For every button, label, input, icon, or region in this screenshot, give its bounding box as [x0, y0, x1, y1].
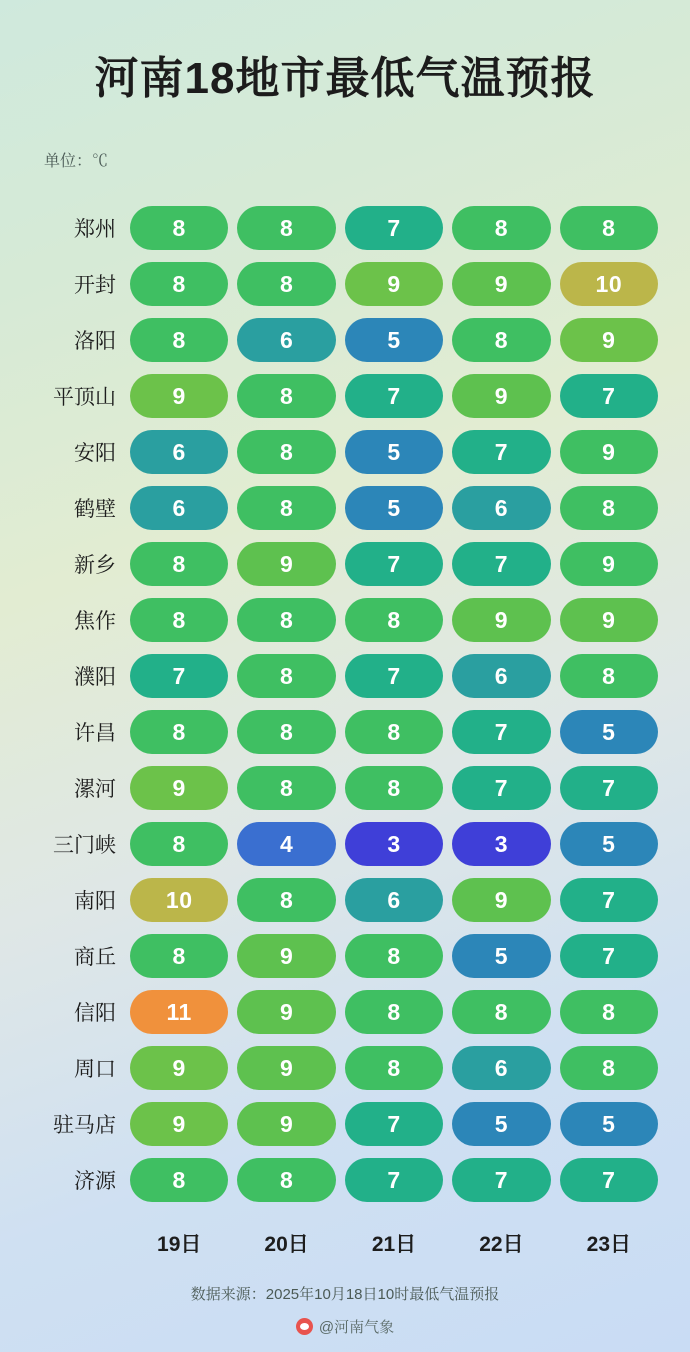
temperature-cell: 7	[560, 878, 658, 922]
temperature-cell: 9	[130, 374, 228, 418]
temperature-cell: 8	[237, 654, 335, 698]
temperature-cell: 8	[345, 1046, 443, 1090]
temperature-cells	[130, 374, 690, 418]
temperature-cell: 9	[130, 766, 228, 810]
temperature-cells	[130, 542, 690, 586]
temperature-cell: 10	[560, 262, 658, 306]
city-label: 郑州	[74, 218, 116, 241]
temperature-cell: 7	[345, 1102, 443, 1146]
temperature-cell: 9	[345, 262, 443, 306]
temperature-cell: 7	[345, 374, 443, 418]
temperature-cell: 5	[560, 1102, 658, 1146]
table-row	[0, 256, 690, 312]
temperature-cells	[130, 262, 690, 306]
city-label: 鹤壁	[74, 498, 116, 521]
table-row	[0, 592, 690, 648]
date-axis	[0, 1228, 690, 1258]
temperature-cell: 8	[560, 1046, 658, 1090]
city-label: 信阳	[74, 1002, 116, 1025]
date-label: 22日	[479, 1233, 524, 1256]
temperature-cell: 9	[452, 374, 550, 418]
temperature-cell: 7	[345, 1158, 443, 1202]
temperature-cell: 6	[452, 1046, 550, 1090]
table-row	[0, 424, 690, 480]
temperature-cell: 8	[130, 318, 228, 362]
temperature-cell: 8	[130, 598, 228, 642]
temperature-cell: 7	[345, 542, 443, 586]
temperature-cell: 8	[452, 990, 550, 1034]
temperature-cell: 9	[237, 990, 335, 1034]
temperature-cell: 9	[452, 598, 550, 642]
date-labels	[130, 1228, 690, 1258]
temperature-cell: 7	[560, 374, 658, 418]
temperature-cell: 5	[560, 822, 658, 866]
temperature-cell: 8	[452, 206, 550, 250]
table-row	[0, 928, 690, 984]
temperature-cells	[130, 486, 690, 530]
temperature-cell: 8	[560, 654, 658, 698]
brand-name: @河南气象	[318, 1319, 395, 1336]
temperature-cell: 9	[130, 1102, 228, 1146]
temperature-cell: 3	[452, 822, 550, 866]
temperature-cell: 9	[452, 878, 550, 922]
temperature-cell: 9	[452, 262, 550, 306]
temperature-cell: 7	[560, 934, 658, 978]
city-label: 漯河	[74, 778, 116, 801]
temperature-cell: 8	[560, 990, 658, 1034]
temperature-cell: 8	[345, 766, 443, 810]
temperature-cell: 9	[560, 318, 658, 362]
date-label: 23日	[586, 1233, 631, 1256]
temperature-cell: 9	[237, 934, 335, 978]
temperature-cell: 8	[237, 262, 335, 306]
temperature-cell: 8	[345, 710, 443, 754]
city-label: 许昌	[74, 722, 116, 745]
temperature-cell: 7	[560, 766, 658, 810]
temperature-cell: 6	[452, 654, 550, 698]
table-row	[0, 984, 690, 1040]
temperature-cell: 8	[560, 486, 658, 530]
temperature-cell: 8	[130, 262, 228, 306]
city-label: 濮阳	[74, 666, 116, 689]
date-label: 20日	[264, 1233, 309, 1256]
temperature-cell: 7	[345, 206, 443, 250]
temperature-cells	[130, 1046, 690, 1090]
temperature-cell: 5	[452, 934, 550, 978]
temperature-cells	[130, 206, 690, 250]
temperature-cell: 8	[345, 934, 443, 978]
temperature-cell: 8	[237, 1158, 335, 1202]
city-label: 驻马店	[53, 1114, 116, 1137]
temperature-cell: 8	[237, 598, 335, 642]
temperature-cell: 8	[345, 598, 443, 642]
temperature-cells	[130, 878, 690, 922]
temperature-cell: 9	[130, 1046, 228, 1090]
temperature-cell: 8	[237, 766, 335, 810]
table-row	[0, 1152, 690, 1208]
temperature-cell: 7	[452, 542, 550, 586]
temperature-cell: 4	[237, 822, 335, 866]
temperature-cell: 5	[345, 318, 443, 362]
table-row	[0, 1040, 690, 1096]
temperature-cell: 8	[130, 542, 228, 586]
temperature-cell: 11	[130, 990, 228, 1034]
temperature-cell: 8	[237, 710, 335, 754]
unit-label: 单位：℃	[44, 153, 109, 170]
city-label: 平顶山	[53, 386, 116, 409]
temperature-cell: 8	[130, 934, 228, 978]
temperature-cell: 10	[130, 878, 228, 922]
city-label: 安阳	[74, 442, 116, 465]
temperature-cell: 9	[560, 430, 658, 474]
city-label: 焦作	[74, 610, 116, 633]
temperature-cell: 7	[345, 654, 443, 698]
temperature-cell: 8	[130, 822, 228, 866]
weibo-icon	[296, 1318, 313, 1335]
page-title: 河南18地市最低气温预报	[94, 54, 596, 103]
temperature-cells	[130, 822, 690, 866]
table-row	[0, 760, 690, 816]
temperature-cell: 5	[345, 486, 443, 530]
temperature-cell: 5	[560, 710, 658, 754]
table-row	[0, 1096, 690, 1152]
temperature-cell: 9	[560, 598, 658, 642]
temperature-cell: 8	[237, 374, 335, 418]
temperature-cell: 7	[452, 430, 550, 474]
table-row	[0, 872, 690, 928]
temperature-cell: 9	[560, 542, 658, 586]
date-label: 21日	[371, 1233, 417, 1256]
temperature-grid	[0, 200, 690, 1208]
temperature-cell: 8	[130, 710, 228, 754]
date-label: 19日	[157, 1233, 202, 1256]
temperature-cell: 6	[237, 318, 335, 362]
temperature-cell: 5	[345, 430, 443, 474]
brand-credit	[0, 1316, 690, 1337]
city-label: 济源	[74, 1170, 116, 1193]
table-row	[0, 536, 690, 592]
temperature-cells	[130, 990, 690, 1034]
temperature-cells	[130, 318, 690, 362]
temperature-cell: 7	[452, 1158, 550, 1202]
temperature-cells	[130, 430, 690, 474]
temperature-cell: 7	[452, 710, 550, 754]
temperature-cell: 7	[560, 1158, 658, 1202]
temperature-cell: 6	[130, 486, 228, 530]
table-row	[0, 648, 690, 704]
city-label: 三门峡	[53, 834, 116, 857]
temperature-cell: 8	[237, 486, 335, 530]
temperature-cells	[130, 1102, 690, 1146]
data-source: 数据来源：2025年10月18日10时最低气温预报	[190, 1286, 500, 1303]
temperature-cells	[130, 766, 690, 810]
temperature-cell: 9	[237, 1102, 335, 1146]
temperature-cell: 7	[130, 654, 228, 698]
temperature-cells	[130, 598, 690, 642]
table-row	[0, 704, 690, 760]
temperature-cell: 8	[130, 1158, 228, 1202]
temperature-cell: 8	[130, 206, 228, 250]
table-row	[0, 312, 690, 368]
temperature-cell: 3	[345, 822, 443, 866]
temperature-cell: 6	[345, 878, 443, 922]
table-row	[0, 368, 690, 424]
temperature-cells	[130, 654, 690, 698]
temperature-cell: 7	[452, 766, 550, 810]
table-row	[0, 480, 690, 536]
temperature-cell: 9	[237, 542, 335, 586]
temperature-cell: 8	[237, 206, 335, 250]
temperature-cell: 6	[452, 486, 550, 530]
temperature-cells	[130, 1158, 690, 1202]
table-row	[0, 200, 690, 256]
temperature-cell: 8	[237, 878, 335, 922]
temperature-cell: 8	[452, 318, 550, 362]
temperature-cell: 9	[237, 1046, 335, 1090]
temperature-cell: 8	[237, 430, 335, 474]
temperature-cell: 8	[560, 206, 658, 250]
temperature-cell: 8	[345, 990, 443, 1034]
table-row	[0, 816, 690, 872]
city-label: 开封	[74, 274, 116, 297]
city-label: 南阳	[74, 890, 116, 913]
city-label: 洛阳	[74, 330, 116, 353]
city-label: 周口	[74, 1058, 116, 1081]
temperature-cells	[130, 934, 690, 978]
city-label: 商丘	[74, 946, 116, 969]
temperature-cell: 6	[130, 430, 228, 474]
temperature-cell: 5	[452, 1102, 550, 1146]
temperature-cells	[130, 710, 690, 754]
city-label: 新乡	[74, 554, 116, 577]
